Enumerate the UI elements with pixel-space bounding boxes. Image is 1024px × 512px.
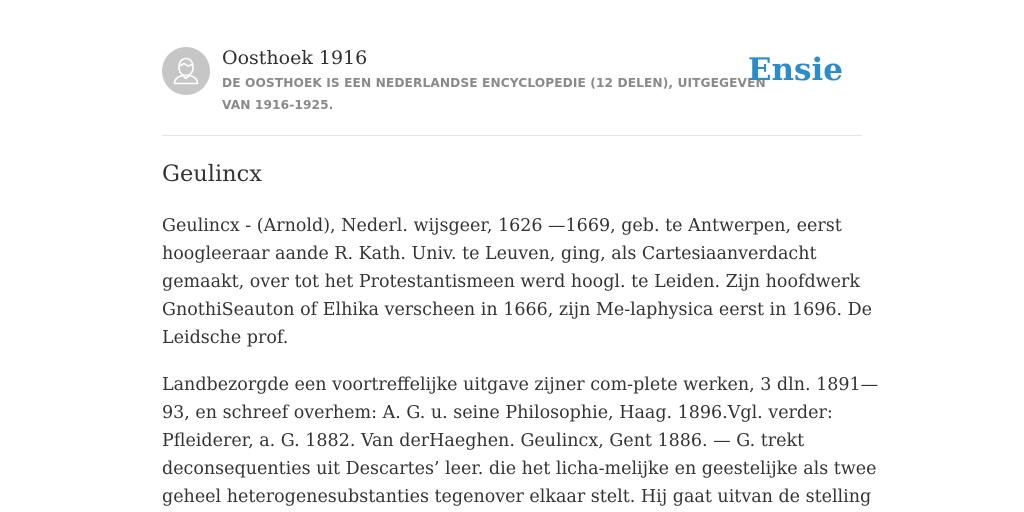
user-icon — [162, 47, 210, 95]
header-divider — [162, 135, 862, 136]
entry-title: Geulincx — [162, 161, 262, 187]
text-line: Pfleiderer, a. G. 1882. Van derHaeghen. Geulincx, Gent 1886. — G. trekt — [162, 431, 805, 451]
text-line: gemaakt, over tot het Protestantismeen werd hoogl. te Leiden. Zijn hoofdwerk — [162, 272, 860, 292]
entry-body — [162, 212, 879, 512]
entry-paragraph — [162, 212, 873, 352]
text-line: deconsequenties uit Descartes’ leer. die het licha-melijke en geestelijke als twee — [162, 459, 877, 479]
source-avatar[interactable] — [162, 47, 210, 95]
text-line: geheel heterogenesubstanties tegenover elkaar stelt. Hij gaat uitvan de stelling — [162, 487, 872, 507]
text-line: GnothiSeauton of Elhika verscheen in 1666, zijn Me-laphysica eerst in 1696. De — [162, 300, 873, 320]
source-description — [222, 72, 766, 116]
entry-paragraph — [162, 371, 879, 511]
source-header — [162, 46, 862, 136]
source-title[interactable]: Oosthoek 1916 — [222, 47, 368, 69]
brand-logo[interactable]: Ensie — [747, 52, 843, 88]
text-line: Landbezorgde een voortreffelijke uitgave zijner com-plete werken, 3 dln. 1891— — [162, 375, 879, 395]
text-line: hoogleeraar aande R. Kath. Univ. te Leuven, ging, als Cartesiaanverdacht — [162, 244, 817, 264]
source-description-line: DE OOSTHOEK IS EEN NEDERLANDSE ENCYCLOPEDIE (12 DELEN), UITGEGEVEN — [222, 76, 766, 90]
text-line: Geulincx - (Arnold), Nederl. wijsgeer, 1626 —1669, geb. te Antwerpen, eerst — [162, 216, 842, 236]
text-line: Leidsche prof. — [162, 328, 289, 348]
text-line: 93, en schreef overhem: A. G. u. seine Philosophie, Haag. 1896.Vgl. verder: — [162, 403, 833, 423]
source-description-line: VAN 1916-1925. — [222, 98, 334, 112]
